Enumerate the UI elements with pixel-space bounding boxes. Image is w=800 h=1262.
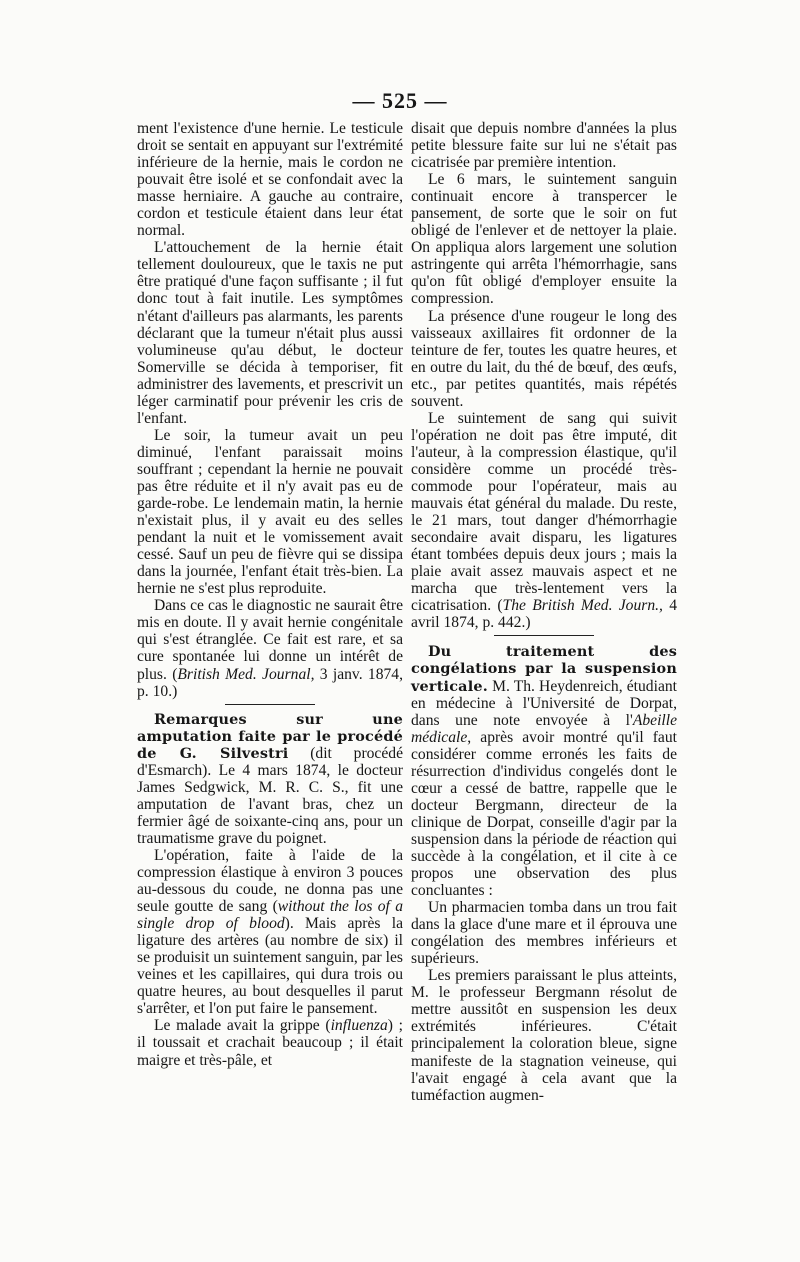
- right-paragraph-4: [411, 410, 677, 632]
- paragraph-text: M. Th. Heydenreich, étudiant en médecine à l'Université de Dorpat, dans une note envoyée à l': [411, 677, 677, 729]
- left-paragraph-1: ment l'existence d'une hernie. Le testicule droit se sentait en appuyant sur l'extrémité inférieure de la hernie, mais le cordon ne pouvait être isolé et se confondait avec la masse herniaire. A gauche au contraire, cordon et testicule étaient dans leur état normal.: [137, 120, 403, 240]
- article-congelations: [411, 643, 677, 899]
- article-heading: Remarques sur une amputation faite par le procédé de G. Silvestri: [137, 710, 403, 762]
- paragraph-text: ) ; il toussait et crachait beaucoup ; il était maigre et très-pâle, et: [137, 1017, 403, 1069]
- right-column: [411, 120, 677, 1104]
- paragraph-text: (dit procédé d'Esmarch). Le 4 mars 1874, le docteur James Sedgwick, M. R. C. S., fit une amputation de l'avant bras, chez un fermier âgé de soixante-cinq ans, pour un traumatisme grave du poignet.: [137, 744, 403, 847]
- paragraph-text: 3 janv. 1874, p. 10.): [137, 665, 403, 700]
- left-paragraph-2: L'attouchement de la hernie était tellement douloureux, que le taxis ne put être pratiqué d'une façon suffisante ; il fut donc tout à fait inutile. Les symptômes n'étant d'ailleurs pas alarmants, les parents déclarant que la tumeur n'était plus aussi volumineuse qu'au début, le docteur Somerville se décida à temporiser, fit administrer des lavements, et prescrivit un léger carminatif pour prévenir les cris de l'enfant.: [137, 239, 403, 427]
- paragraph-text: 4 avril 1874, p. 442.): [411, 597, 677, 632]
- right-paragraph-2: Le 6 mars, le suintement sanguin continuait encore à transpercer le pansement, de sorte que le soir on fut obligé de l'enlever et de nettoyer la plaie. On appliqua alors largement une solution astringente qui arrêta l'hémorrhagie, sans qu'on fût obligé d'employer ensuite la compression.: [411, 171, 677, 308]
- left-paragraph-3: Le soir, la tumeur avait un peu diminué, l'enfant paraissait moins souffrant ; cependant la hernie ne pouvait pas être réduite et il n'y avait pas eu de garde-robe. Le lendemain matin, la hernie n'existait plus, il y avait eu des selles pendant la nuit et le vomissement avait cessé. Sauf un peu de fièvre qui se dissipa dans la journée, l'enfant était très-bien. La hernie ne s'est plus reproduite.: [137, 426, 403, 598]
- journal-name: Abeille médicale: [411, 711, 677, 746]
- left-paragraph-5: [137, 847, 403, 1017]
- right-paragraph-6: Les premiers paraissant le plus atteints, M. le professeur Bergmann résolut de mettre aussitôt en suspension les deux extrémités inférieures. C'était principalement la coloration bleue, signe manifeste de la stagnation veineuse, qui l'avait engagé à cela avant que la tuméfaction augmen-: [411, 967, 677, 1104]
- paragraph-text: L'opération, faite à l'aide de la compression élastique à environ 3 pouces au-dessous du coude, ne donna pas une seule goutte de sang (: [137, 846, 403, 916]
- paragraph-text: Dans ce cas le diagnostic ne saurait être mis en doute. Il y avait hernie congénitale qui s'est étranglée. Ce fait est rare, et sa cure spontanée lui donne un intérêt de plus. (: [137, 597, 403, 683]
- article-heading: Du traitement des congélations par la suspension verticale.: [411, 643, 677, 695]
- left-paragraph-6: [137, 1017, 403, 1068]
- left-column: [137, 120, 403, 1069]
- right-paragraph-5: Un pharmacien tomba dans un trou fait dans la glace d'une mare et il éprouva une congélation des membres inférieurs et supérieurs.: [411, 899, 677, 968]
- right-paragraph-1: disait que depuis nombre d'années la plus petite blessure faite sur lui ne s'était pas cicatrisée par première intention.: [411, 120, 677, 172]
- italic-quote: without the los of a single drop of blood: [137, 898, 404, 933]
- source-citation: British Med. Journal,: [177, 665, 315, 683]
- section-divider: [494, 635, 594, 636]
- section-divider: [225, 704, 315, 705]
- article-amputation: [137, 711, 403, 847]
- page-number: — 525 —: [352, 88, 448, 113]
- left-paragraph-4: [137, 597, 403, 699]
- paragraph-text: Le malade avait la grippe (: [154, 1017, 331, 1035]
- paragraph-text: ). Mais après la ligature des artères (au nombre de six) il se produisit un suintement sanguin, par les veines et les capillaires, qui dura trois ou quatre heures, au bout desquelles il parut s'arrêter, et l'on put faire le pansement.: [137, 915, 403, 1018]
- paragraph-text: , après avoir montré qu'il faut considérer comme erronés les faits de résurrection d'individus congelés dont le cœur a cessé de battre, rappelle que le docteur Bergmann, directeur de la clinique de Dorpat, conseille d'agir par la suspension dans la période de réaction qui succède à la congélation, et il cite à ce propos une observation des plus concluantes :: [411, 728, 677, 900]
- paragraph-text: Le suintement de sang qui suivit l'opération ne doit pas être imputé, dit l'auteur, à la compression élastique, qu'il considère comme un procédé très-commode pour l'opérateur, mais au mauvais état général du malade. Du reste, le 21 mars, tout danger d'hémorrhagie secondaire avait disparu, les ligatures étant tombées depuis deux jours ; mais la plaie avait assez mauvais aspect et ne marcha que très-lentement vers la cicatrisation. (: [411, 409, 677, 615]
- italic-term: influenza: [330, 1017, 388, 1035]
- source-citation: The British Med. Journ.,: [502, 597, 663, 615]
- right-paragraph-3: La présence d'une rougeur le long des vaisseaux axillaires fit ordonner de la teinture de fer, toutes les quatre heures, et en outre du lait, du thé de bœuf, des œufs, etc., par petites quantités, mais répétés souvent.: [411, 307, 677, 410]
